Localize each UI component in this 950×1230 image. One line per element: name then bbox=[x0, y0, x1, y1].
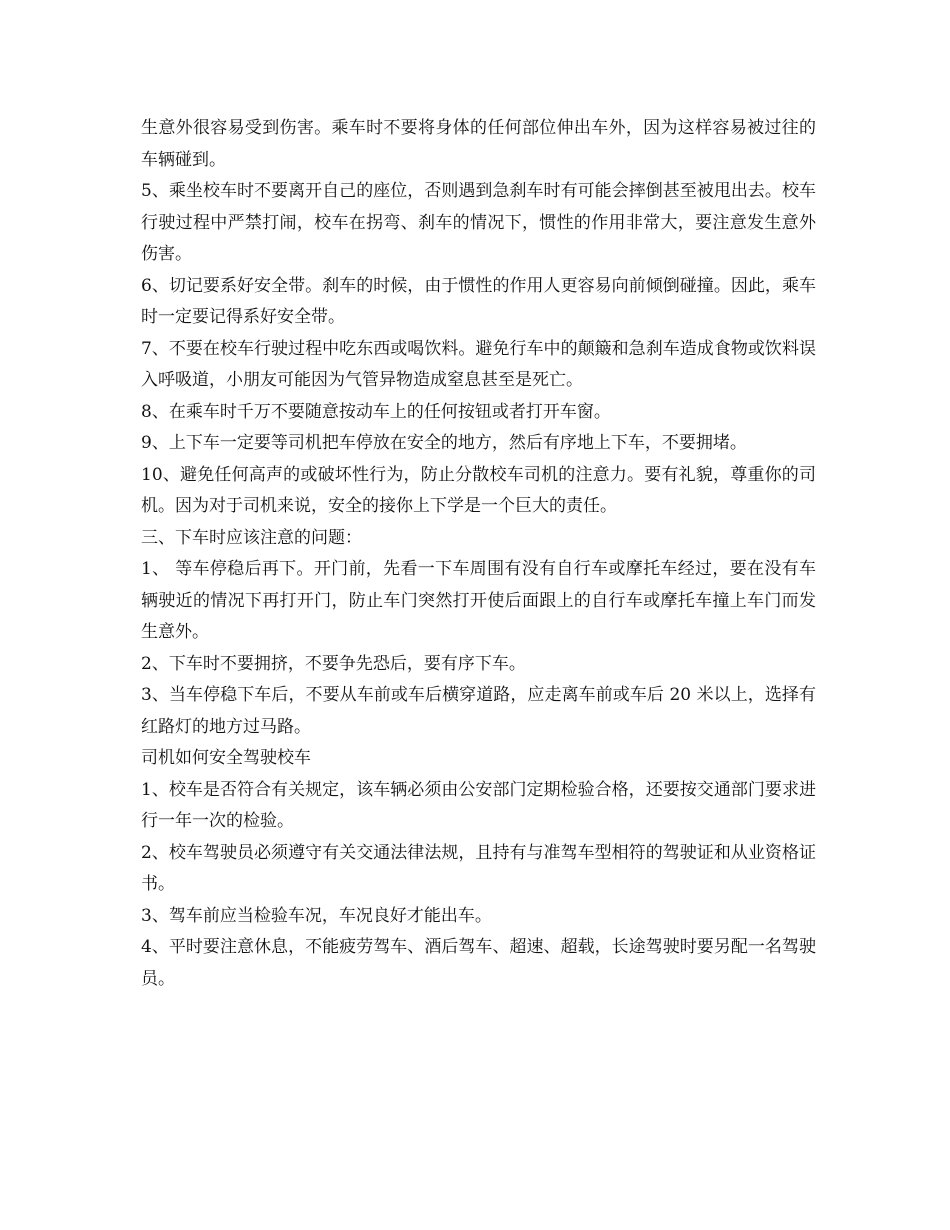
paragraph-driver-4: 4、平时要注意休息，不能疲劳驾车、酒后驾车、超速、超载，长途驾驶时要另配一名驾驶员。 bbox=[141, 937, 816, 989]
paragraph-alighting-2: 2、下车时不要拥挤，不要争先恐后，要有序下车。 bbox=[141, 653, 526, 674]
section-heading-driver: 司机如何安全驾驶校车 bbox=[141, 748, 311, 768]
paragraph-alighting-3: 3、当车停稳下车后，不要从车前或车后横穿道路，应走离车前或车后 20 米以上，选择有红路灯的地方过马路。 bbox=[141, 685, 816, 737]
paragraph-item-9: 9、上下车一定要等司机把车停放在安全的地方，然后有序地上下车，不要拥堵。 bbox=[141, 433, 747, 453]
section-heading-alighting: 三、下车时应该注意的问题： bbox=[141, 527, 362, 548]
paragraph-item-5: 5、乘坐校车时不要离开自己的座位，否则遇到急刹车时有可能会摔倒甚至被甩出去。校车行驶过程中严禁打闹，校车在拐弯、刹车的情况下，惯性的作用非常大，要注意发生意外伤害。 bbox=[141, 181, 816, 264]
paragraph-item-8: 8、在乘车时千万不要随意按动车上的任何按钮或者打开车窗。 bbox=[141, 401, 611, 422]
paragraph-driver-1: 1、校车是否符合有关规定，该车辆必须由公安部门定期检验合格，还要按交通部门要求进行一年一次的检验。 bbox=[141, 779, 816, 831]
paragraph-item-10: 10、避免任何高声的或破坏性行为，防止分散校车司机的注意力。要有礼貌，尊重你的司机。因为对于司机来说，安全的接你上下学是一个巨大的责任。 bbox=[141, 464, 816, 516]
paragraph-item-7: 7、不要在校车行驶过程中吃东西或喝饮料。避免行车中的颠簸和急刹车造成食物或饮料误入呼吸道，小朋友可能因为气管异物造成窒息甚至是死亡。 bbox=[141, 338, 816, 390]
paragraph-driver-2: 2、校车驾驶员必须遵守有关交通法律法规，且持有与准驾车型相符的驾驶证和从业资格证书。 bbox=[141, 842, 816, 894]
paragraph-alighting-1: 1、 等车停稳后再下。开门前，先看一下车周围有没有自行车或摩托车经过，要在没有车辆驶近的情况下再打开门，防止车门突然打开使后面跟上的自行车或摩托车撞上车门而发生意外。 bbox=[141, 559, 816, 642]
document-page bbox=[141, 113, 816, 995]
paragraph-continuation: 生意外很容易受到伤害。乘车时不要将身体的任何部位伸出车外，因为这样容易被过往的车辆碰到。 bbox=[141, 118, 816, 170]
paragraph-driver-3: 3、驾车前应当检验车况，车况良好才能出车。 bbox=[141, 905, 492, 926]
paragraph-item-6: 6、切记要系好安全带。刹车的时候，由于惯性的作用人更容易向前倾倒碰撞。因此，乘车时一定要记得系好安全带。 bbox=[141, 275, 816, 327]
